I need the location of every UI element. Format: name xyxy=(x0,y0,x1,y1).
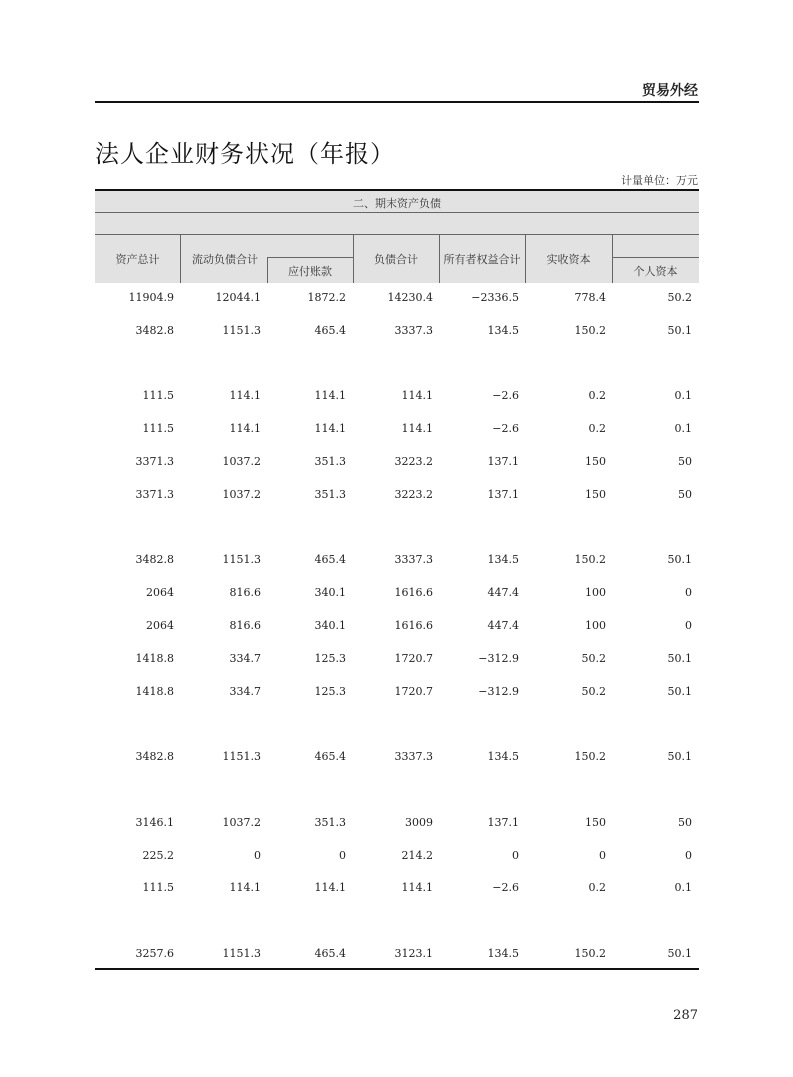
table-cell: 3371.3 xyxy=(135,455,174,468)
table-cell: 3482.8 xyxy=(135,750,174,764)
table-cell: 150 xyxy=(585,455,606,468)
table-cell: 1872.2 xyxy=(307,291,346,304)
table-row xyxy=(95,947,699,967)
table-row xyxy=(95,324,699,344)
table-cell: 137.1 xyxy=(487,815,519,829)
table-cell: 214.2 xyxy=(401,848,433,862)
table-cell: −2.6 xyxy=(492,422,519,436)
table-row xyxy=(95,389,699,409)
table-cell: 0.2 xyxy=(588,881,606,895)
table-cell: 3482.8 xyxy=(135,323,174,337)
table-cell: 0 xyxy=(599,848,606,862)
table-cell: 50 xyxy=(678,815,692,829)
table-cell: 137.1 xyxy=(487,487,519,501)
table-cell: 3337.3 xyxy=(394,553,433,567)
table-cell: 50.1 xyxy=(667,750,692,764)
table-cell: 111.5 xyxy=(142,422,174,436)
table-cell: 150 xyxy=(585,487,606,501)
table-cell: 12044.1 xyxy=(215,291,261,304)
table-cell: 150.2 xyxy=(574,750,606,764)
table-cell: 111.5 xyxy=(142,389,174,403)
table-cell: 114.1 xyxy=(401,389,433,403)
col-head-owners-equity: 所有者权益合计 xyxy=(443,253,521,266)
table-cell: 0 xyxy=(254,848,261,862)
table-cell: 50.1 xyxy=(667,947,692,960)
table-row xyxy=(95,685,699,705)
table-cell: 50 xyxy=(678,455,692,468)
table-row-spacer xyxy=(95,717,699,737)
table-cell: 14230.4 xyxy=(387,291,433,304)
table-row xyxy=(95,455,699,475)
col-head-paid-in-capital: 实收资本 xyxy=(546,253,591,266)
table-cell: 50.2 xyxy=(581,651,606,665)
col-head-total-assets: 资产总计 xyxy=(115,253,160,266)
table-cell: 114.1 xyxy=(229,881,261,895)
table-cell: 1151.3 xyxy=(222,323,261,337)
table-cell: −2.6 xyxy=(492,389,519,403)
table-cell: 334.7 xyxy=(229,684,261,698)
table-cell: 0 xyxy=(685,619,692,632)
sub-head-individual-capital: 个人资本 xyxy=(633,265,678,278)
table-cell: −2336.5 xyxy=(471,291,519,304)
table-cell: 351.3 xyxy=(314,487,346,501)
table-cell: 114.1 xyxy=(229,422,261,436)
table-row xyxy=(95,553,699,573)
table-cell: 134.5 xyxy=(487,750,519,764)
table-cell: 0 xyxy=(512,848,519,862)
table-cell: 1151.3 xyxy=(222,750,261,764)
table-cell: 1151.3 xyxy=(222,947,261,960)
top-rule xyxy=(95,101,699,103)
table-cell: 150 xyxy=(585,815,606,829)
table-cell: 334.7 xyxy=(229,651,261,665)
table-cell: 225.2 xyxy=(142,848,174,862)
table-row xyxy=(95,750,699,770)
header-divider xyxy=(95,212,699,213)
table-cell: 3146.1 xyxy=(135,815,174,829)
table-cell: 2064 xyxy=(146,619,174,632)
table-cell: 100 xyxy=(585,619,606,632)
group-title: 二、期末资产负债 xyxy=(353,197,441,210)
table-cell: 114.1 xyxy=(314,389,346,403)
table-cell: 0.1 xyxy=(674,881,692,895)
table-cell: 1418.8 xyxy=(135,684,174,698)
header-divider xyxy=(95,234,699,235)
table-cell: 50.1 xyxy=(667,553,692,567)
table-cell: 816.6 xyxy=(229,586,261,600)
table-row xyxy=(95,849,699,869)
table-cell: 114.1 xyxy=(401,881,433,895)
table-cell: −312.9 xyxy=(478,684,519,698)
table-cell: 3371.3 xyxy=(135,487,174,501)
table-cell: 125.3 xyxy=(314,684,346,698)
table-cell: 0.1 xyxy=(674,422,692,436)
table-cell: 0 xyxy=(685,848,692,862)
table-cell: 3223.2 xyxy=(394,487,433,501)
table-cell: 11904.9 xyxy=(128,291,174,304)
table-cell: 114.1 xyxy=(314,422,346,436)
table-cell: 2064 xyxy=(146,586,174,600)
section-label: 贸易外经 xyxy=(642,83,698,99)
table-row xyxy=(95,422,699,442)
table-cell: 0 xyxy=(339,848,346,862)
table-row xyxy=(95,816,699,836)
table-row xyxy=(95,291,699,311)
table-cell: 3337.3 xyxy=(394,750,433,764)
table-cell: 465.4 xyxy=(314,947,346,960)
table-cell: 0.1 xyxy=(674,389,692,403)
table-cell: 1616.6 xyxy=(394,619,433,632)
table-cell: 111.5 xyxy=(142,881,174,895)
table-row xyxy=(95,488,699,508)
table-row-spacer xyxy=(95,357,699,377)
sub-col-divider xyxy=(267,257,353,258)
sub-col-divider xyxy=(612,257,699,258)
table-cell: 351.3 xyxy=(314,815,346,829)
table-cell: 50.1 xyxy=(667,684,692,698)
table-cell: 0.2 xyxy=(588,389,606,403)
table-cell: 1037.2 xyxy=(222,815,261,829)
table-row xyxy=(95,586,699,606)
table-cell: 134.5 xyxy=(487,947,519,960)
table-cell: 125.3 xyxy=(314,651,346,665)
table-cell: 465.4 xyxy=(314,750,346,764)
table-cell: 3223.2 xyxy=(394,455,433,468)
page-title: 法人企业财务状况（年报） xyxy=(95,140,395,168)
table-header xyxy=(95,191,699,283)
table-row-spacer xyxy=(95,783,699,803)
table-cell: 3009 xyxy=(405,815,433,829)
table-cell: 114.1 xyxy=(314,881,346,895)
table-cell: 3337.3 xyxy=(394,323,433,337)
table-cell: 1720.7 xyxy=(394,684,433,698)
table-bottom-rule xyxy=(95,968,699,970)
table-cell: −312.9 xyxy=(478,651,519,665)
table-cell: 778.4 xyxy=(574,291,606,304)
table-cell: 1616.6 xyxy=(394,586,433,600)
table-cell: 340.1 xyxy=(314,619,346,632)
table-cell: 50.1 xyxy=(667,651,692,665)
table-cell: 1418.8 xyxy=(135,651,174,665)
table-cell: 134.5 xyxy=(487,323,519,337)
table-cell: 351.3 xyxy=(314,455,346,468)
table-cell: 134.5 xyxy=(487,553,519,567)
table-cell: 50 xyxy=(678,487,692,501)
page-number: 287 xyxy=(673,1008,698,1023)
table-cell: 447.4 xyxy=(487,619,519,632)
table-cell: 3123.1 xyxy=(394,947,433,960)
unit-label: 计量单位：万元 xyxy=(621,174,698,187)
table-cell: 114.1 xyxy=(229,389,261,403)
table-cell: 137.1 xyxy=(487,455,519,468)
table-cell: 447.4 xyxy=(487,586,519,600)
table-cell: −2.6 xyxy=(492,881,519,895)
table-cell: 100 xyxy=(585,586,606,600)
table-cell: 150.2 xyxy=(574,553,606,567)
table-cell: 1037.2 xyxy=(222,455,261,468)
table-cell: 816.6 xyxy=(229,619,261,632)
table-cell: 465.4 xyxy=(314,553,346,567)
table-cell: 150.2 xyxy=(574,947,606,960)
table-row-spacer xyxy=(95,914,699,934)
table-cell: 50.2 xyxy=(667,291,692,304)
table-cell: 114.1 xyxy=(401,422,433,436)
table-cell: 3482.8 xyxy=(135,553,174,567)
table-row xyxy=(95,881,699,901)
col-head-total-liabilities: 负债合计 xyxy=(374,253,418,266)
table-row xyxy=(95,619,699,639)
table-cell: 0 xyxy=(685,586,692,600)
table-cell: 1720.7 xyxy=(394,651,433,665)
table-cell: 50.1 xyxy=(667,323,692,337)
table-cell: 150.2 xyxy=(574,323,606,337)
table-cell: 50.2 xyxy=(581,684,606,698)
col-head-current-liabilities: 流动负债合计 xyxy=(192,253,258,266)
table-cell: 1151.3 xyxy=(222,553,261,567)
table-cell: 0.2 xyxy=(588,422,606,436)
table-cell: 1037.2 xyxy=(222,487,261,501)
table-cell: 340.1 xyxy=(314,586,346,600)
table-cell: 3257.6 xyxy=(135,947,174,960)
table-row-spacer xyxy=(95,521,699,541)
table-cell: 465.4 xyxy=(314,323,346,337)
sub-head-accounts-payable: 应付账款 xyxy=(288,265,332,278)
table-row xyxy=(95,652,699,672)
